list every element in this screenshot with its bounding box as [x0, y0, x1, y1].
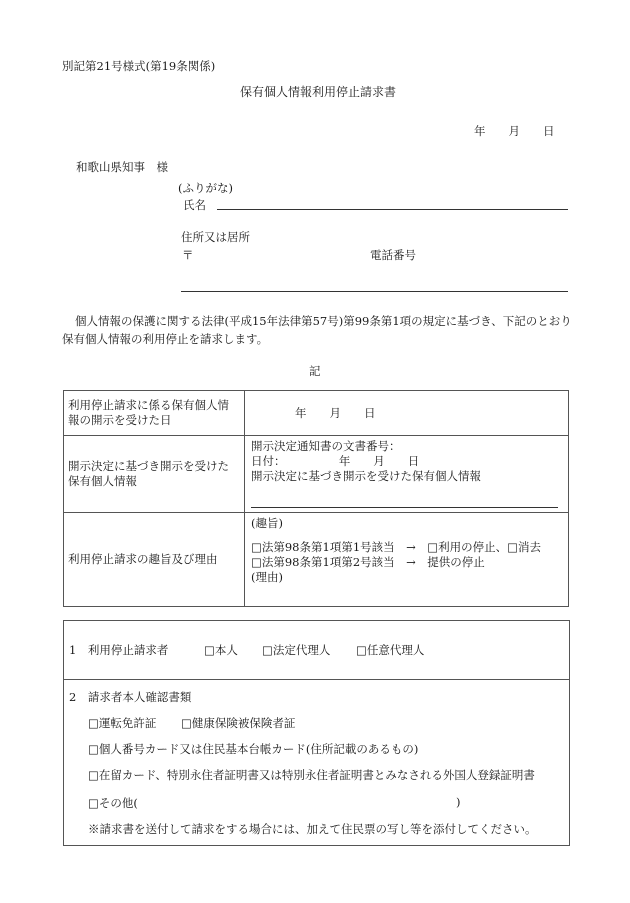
- submission-date: 年 月 日: [474, 124, 555, 138]
- other-close-paren: ): [456, 795, 461, 809]
- date-line: 日付： 年 月 日: [251, 454, 420, 468]
- table-row: [64, 391, 569, 436]
- checkbox-drivers-license[interactable]: □運転免許証: [88, 716, 157, 730]
- doc-number-label: 開示決定通知書の文書番号：: [251, 439, 401, 453]
- table-row: [64, 436, 569, 513]
- mailing-note: ※請求書を送付して請求をする場合には、加えて住民票の写し等を添付してください。: [88, 822, 537, 836]
- body-text-line2: 保有個人情報の利用停止を請求します。: [62, 332, 269, 346]
- name-field[interactable]: [217, 209, 568, 210]
- disclosure-date-field[interactable]: 年 月 日: [245, 391, 569, 436]
- purpose-option-2[interactable]: □法第98条第1項第2号該当 → 提供の停止: [251, 555, 485, 569]
- row-label-purpose-reason: 利用停止請求の趣旨及び理由: [64, 513, 245, 607]
- row-label-disclosed-info: 開示決定に基づき開示を受けた 保有個人情報: [64, 436, 245, 513]
- table-row: [64, 513, 569, 607]
- disclosed-info-label: 開示決定に基づき開示を受けた保有個人情報: [251, 469, 481, 483]
- checkbox-other[interactable]: □その他(: [88, 796, 138, 810]
- requester-box-divider: [63, 679, 569, 680]
- phone-label: 電話番号: [370, 248, 416, 262]
- purpose-option-1[interactable]: □法第98条第1項第1号該当 → □利用の停止、□消去: [251, 540, 541, 554]
- document-title: 保有個人情報利用停止請求書: [240, 85, 397, 99]
- disclosed-info-cell[interactable]: [245, 436, 569, 513]
- checkbox-residence-card[interactable]: □在留カード、特別永住者証明書又は特別永住者証明書とみなされる外国人登録証明書: [88, 768, 535, 782]
- checkbox-legal-representative[interactable]: □法定代理人: [262, 643, 331, 657]
- address-field[interactable]: [181, 291, 568, 292]
- body-text-line1: 個人情報の保護に関する法律(平成15年法律第57号)第99条第1項の規定に基づき、下記のとおり: [75, 314, 572, 328]
- row-label-disclosure-date: 利用停止請求に係る保有個人情 報の開示を受けた日: [64, 391, 245, 436]
- reason-label: (理由): [251, 570, 283, 584]
- checkbox-health-insurance[interactable]: □健康保険被保険者証: [181, 716, 296, 730]
- request-details-table: [63, 390, 569, 607]
- checkbox-self[interactable]: □本人: [204, 643, 238, 657]
- form-number-label: 別記第21号様式(第19条関係): [62, 59, 216, 73]
- checkbox-voluntary-representative[interactable]: □任意代理人: [356, 643, 425, 657]
- checkbox-mynumber-card[interactable]: □個人番号カード又は住民基本台帳カード(住所記載のあるもの): [88, 742, 419, 756]
- requester-type-label: 1 利用停止請求者: [69, 643, 169, 657]
- postal-mark: 〒: [182, 248, 194, 262]
- disclosed-info-field[interactable]: [251, 507, 558, 508]
- furigana-label: (ふりがな): [178, 181, 233, 195]
- purpose-reason-cell[interactable]: [245, 513, 569, 607]
- name-label: 氏名: [183, 198, 206, 212]
- id-documents-label: 2 請求者本人確認書類: [69, 690, 192, 704]
- ki-heading: 記: [309, 364, 321, 378]
- addressee: 和歌山県知事 様: [76, 160, 168, 174]
- address-label: 住所又は居所: [181, 230, 250, 244]
- purpose-label: (趣旨): [251, 516, 283, 530]
